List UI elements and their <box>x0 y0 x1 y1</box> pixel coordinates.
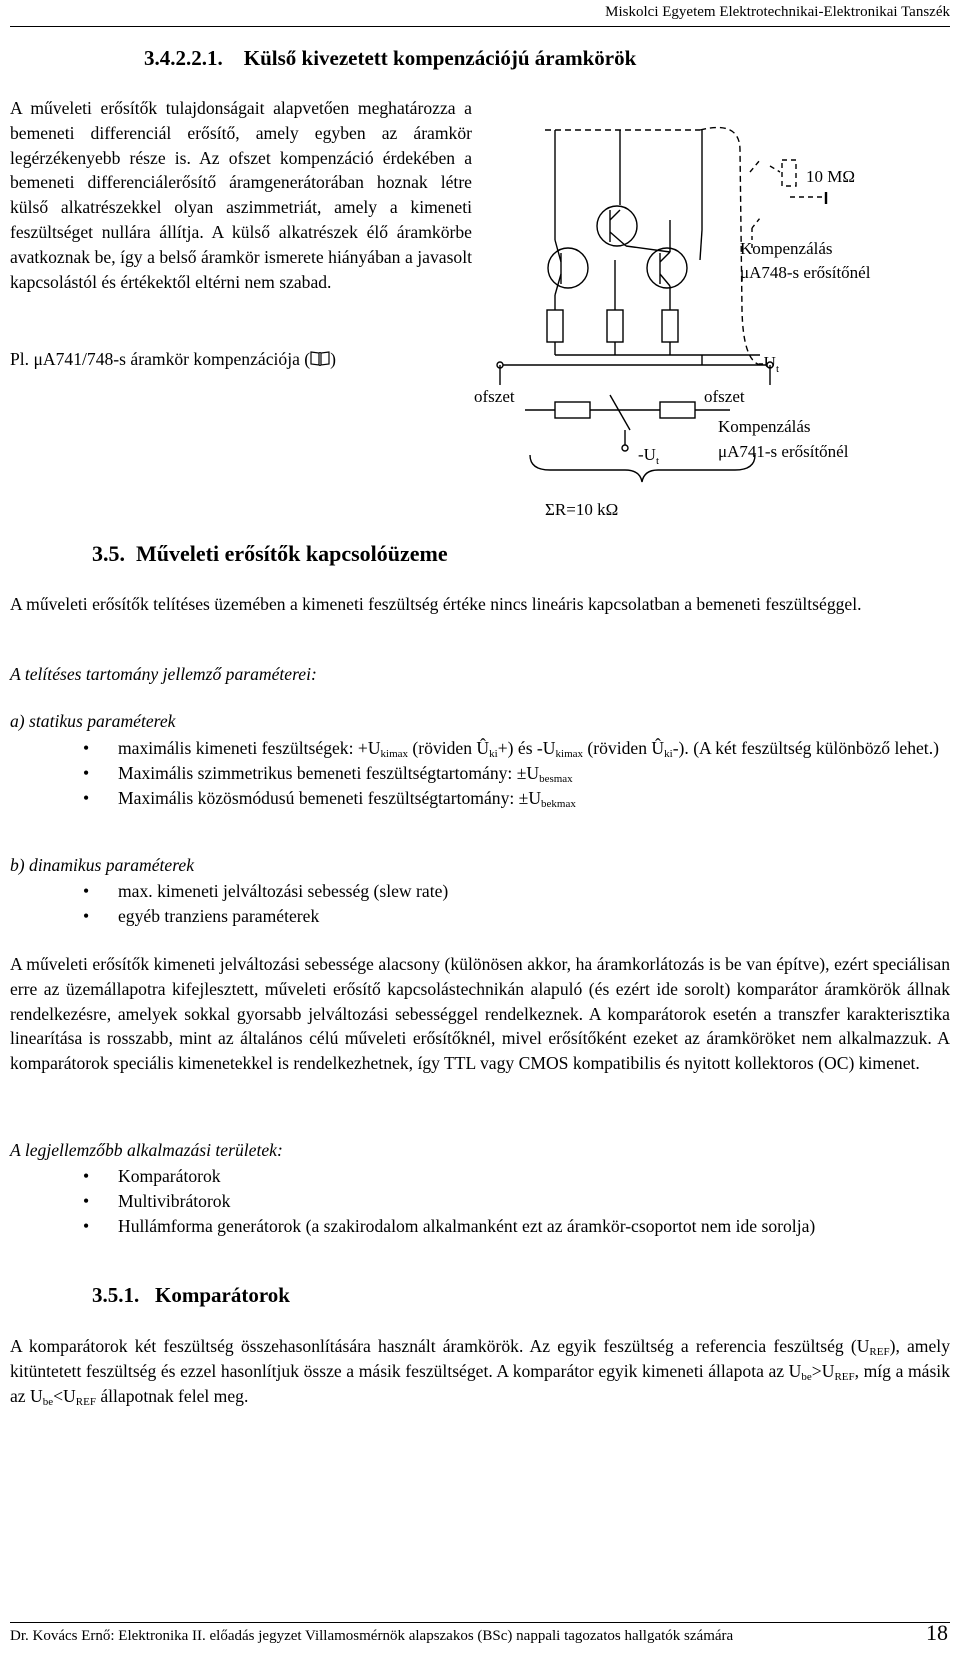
apps-list <box>83 1164 950 1238</box>
params-heading: A telítéses tartomány jellemző paraméterei: <box>10 664 317 684</box>
page-number: 18 <box>926 1620 948 1645</box>
label-ofszet-right: ofszet <box>704 387 745 406</box>
label-ut-bottom: $-U_t$ <box>638 445 660 467</box>
section-number: 3.4.2.2.1. <box>144 46 223 70</box>
apps-heading: A legjellemzőbb alkalmazási területek: <box>10 1140 283 1160</box>
section-title: Komparátorok <box>155 1283 290 1307</box>
list-item: • Komparátorok <box>83 1166 221 1186</box>
page-header: Miskolci Egyetem Elektrotechnikai-Elektronikai Tanszék <box>605 4 950 20</box>
label-10m: 10 MΩ <box>806 167 855 186</box>
example-prefix: Pl. <box>10 349 34 369</box>
label-741-b: μA741-s erősítőnél <box>718 442 849 461</box>
section-heading-3-5-1 <box>92 1283 290 1308</box>
footer-rule <box>10 1622 950 1623</box>
intro-paragraph: A műveleti erősítők tulajdonságait alapvetően meghatározza a bemeneti differenciál erősítő, amely egyben az áramkör legérzékenyebb része is. Az ofszet kompenzáció érdekében a bemeneti differenciálerősítő áramgenerátorában hoznak létre külső alkatrészekkel olyan aszimmetriát, amely a kimeneti feszültséget nullára állítja. A külső alkatrészek élő áramkörbe avatkoznak be, így a belső áramkör ismerete hiányában a javasolt kapcsolástól és értékektől eltérni nem szabad. <box>10 98 472 292</box>
section-heading-3-5 <box>92 541 448 567</box>
list-item: • Maximális közösmódusú bemeneti feszültségtartomány: $\pm U_{bekmax}$ <box>83 787 576 810</box>
section-title: Külső kivezetett kompenzációjú áramkörök <box>243 46 637 70</box>
transistor-top <box>597 206 637 246</box>
example-text: A741/748-s áramkör kompenzációja ( <box>42 349 311 369</box>
label-sum-r: ΣR=10 kΩ <box>545 500 619 519</box>
comparator-paragraph: A komparátorok két feszültség összehasonlítására használt áramkörök. Az egyik feszültség a referencia feszültség $(U_{REF})$, amely kitüntetett feszültség és ezzel hasonlítjuk össze a másik feszültséget. A komparátor egyik kimeneti állapota az $U_{be}>U_{REF}$, míg a másik az $U_{be}<U_{REF}$ állapotnak felel meg. <box>10 1336 950 1408</box>
static-heading: a) statikus paraméterek <box>10 711 176 731</box>
list-item: • Maximális szimmetrikus bemeneti feszültségtartomány: $\pm U_{besmax}$ <box>83 762 573 785</box>
example-suffix: ) <box>330 349 337 369</box>
static-params-list <box>83 736 950 810</box>
page-footer: Dr. Kovács Ernő: Elektronika II. előadás jegyzet Villamosmérnök alapszakos (BSc) nappali tagozatos hallgatók számára <box>10 1628 734 1644</box>
dynamic-heading: b) dinamikus paraméterek <box>10 855 195 875</box>
list-item: • Hullámforma generátorok (a szakirodalom alkalmanként ezt az áramkör-csoportot nem ide sorolja) <box>83 1215 816 1236</box>
offset-compensation-circuit <box>470 110 950 530</box>
list-item: • Multivibrátorok <box>83 1190 231 1211</box>
list-item: • max. kimeneti jelváltozási sebesség (slew rate) <box>83 881 449 901</box>
section-heading-3-4-2-2-1 <box>144 46 636 71</box>
label-ut-right: $-U_t$ <box>758 353 780 375</box>
label-741-a: Kompenzálás <box>718 417 811 436</box>
section-title: Műveleti erősítők kapcsolóüzeme <box>136 541 448 566</box>
slew-paragraph: A műveleti erősítők kimeneti jelváltozási sebessége alacsony (különösen akkor, ha áramkorlátozás is be van építve), ezért speciálisan erre az üzemállapotra kifejlesztett, műveleti erősítő kapcsolástechnikán alapuló (és ezért ide sorolt) komparátor áramkörök állnak rendelkezésre, amelyek sokkal gyorsabb jelváltozási sebességgel rendelkeznek. A komparátorok esetén a transzfer karakterisztika linearítása is rosszabb, mint az általános célú műveleti erősítőknél, mivel erősítőként ezeket az áramköröket nem alkalmazzuk. A komparátorok speciális kimenetekkel is rendelkezhetnek, így TTL vagy CMOS kompatibilis és nyitott kollektoros (OC) kimenet. <box>10 954 950 1074</box>
label-ofszet-left: ofszet <box>474 387 515 406</box>
list-item: • egyéb tranziens paraméterek <box>83 905 320 926</box>
list-item: • maximális kimeneti feszültségek: $+U_{kimax}$ (röviden $Û_{ki}+$) és $-U_{kimax}$ (röviden $Û_{ki}-$). (A két feszültség különböző lehet.) <box>83 738 939 760</box>
example-line <box>10 349 336 372</box>
header-rule <box>10 26 950 27</box>
book-icon <box>310 350 330 372</box>
label-748-b: μA748-s erősítőnél <box>740 263 871 282</box>
label-748-a: Kompenzálás <box>740 239 833 258</box>
saturation-paragraph: A műveleti erősítők telítéses üzemében a kimeneti feszültség értéke nincs lineáris kapcsolatban a bemeneti feszültséggel. <box>10 594 862 614</box>
dynamic-params-list <box>83 879 950 929</box>
transistor-left <box>548 248 588 288</box>
mu-symbol: μ <box>33 349 43 369</box>
section-number: 3.5. <box>92 541 125 566</box>
section-number: 3.5.1. <box>92 1283 140 1307</box>
